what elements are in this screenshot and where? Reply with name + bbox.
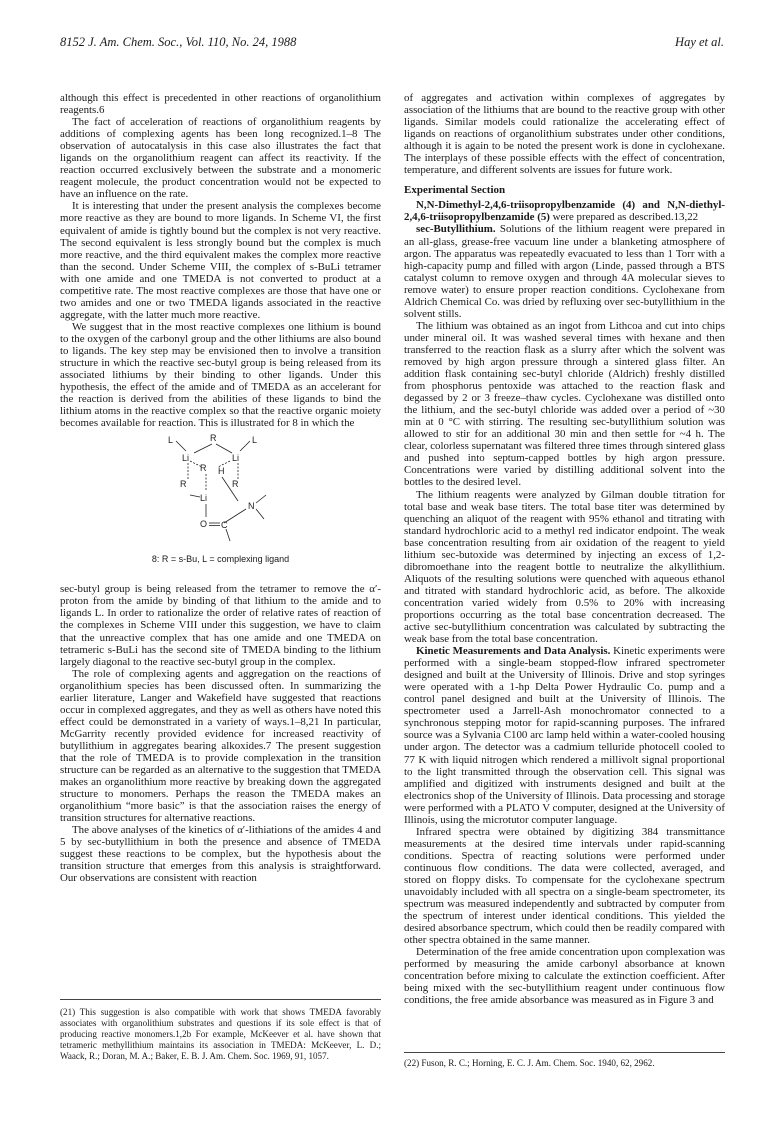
paragraph-text: Solutions of the lithium reagent were prepared in an all-glass, grease-free vacuum line under a blanketing atmosphere of argon. The apparatus was repeatedly evacuated to less than 1 Torr with a high-capacity pump and filled with argon (Linde, passed through a BTS catalyst column to remove oxygen and through 4A molecular sieves to remove water) to ensure proper reaction conditions. Cyclohexane from Aldrich Chemical Co. was dried by refluxing over sec-butyllithium in the solvent stills. xyxy=(404,223,725,320)
structure-figure-8 xyxy=(60,431,381,579)
paragraph: The role of complexing agents and aggregation on the reactions of organolithium species has been discussed often. In summarizing the earlier literature, Langer and Wakefield have suggested that reactions occur in complexed aggregates, and they as well as others have noted this effect could be demonstrated in a variety of ways.1–8,21 In particular, McGarrity recently provided evidence for increased reactivity of butyllithium in aggregates bearing alkoxides.7 The present suggestion that the role of TMEDA is to provide complexation in the transition structure can be regarded as an alternative to the suggestion that TMEDA makes an organolithium more reactive by breaking down the aggregated structure to monomers. Perhaps the reason the TMEDA makes an organolithium “more basic” is that the association raises the energy of transition structures for alternative reactions. xyxy=(60,667,381,825)
run-in-heading: Kinetic Measurements and Data Analysis. xyxy=(416,645,611,658)
run-in-heading: N,N-Dimethyl-2,4,6-triisopropylbenzamide (4) and N,N-diethyl-2,4,6-triisopropylbenzamide (5) xyxy=(404,199,725,224)
label-Li-left: Li xyxy=(182,453,190,464)
label-R-right: R xyxy=(232,479,239,490)
paragraph: although this effect is precedented in other reactions of organolithium reagents.6 xyxy=(60,92,381,117)
label-C: C xyxy=(221,520,228,531)
footnote-22: (22) Fuson, R. C.; Horning, E. C. J. Am. Chem. Soc. 1940, 62, 2962. xyxy=(404,1058,655,1068)
paragraph: The lithium was obtained as an ingot from Lithcoa and cut into chips under mineral oil. It was washed several times with hexane and then transferred to the reaction flask as a slurry after which the solvent was removed by high argon pressure through a sintered glass filter. An addition flask containing sec-butyl chloride (Aldrich) freshly distilled from phosphorus pentoxide was attached to the reaction flask and degassed by 2 or 3 freeze–thaw cycles. Cyclohexane was distilled onto the lithium, and the sec-butyl chloride was added over a period of ~30 min at 0 °C with stirring. The resulting sec-butyllithium solution was allowed to stir for an additional 30 min and then settle for ~4 h. The clear, colorless supernatant was filtered three times through sintered glass and pushed into septum-capped bottles by high argon pressure. Concentrations were varied by distilling additional solvent into the bottles to the desired level. xyxy=(404,319,725,489)
label-O: O xyxy=(200,519,208,530)
paragraph xyxy=(404,199,725,223)
footnote-21: (21) This suggestion is also compatible with work that shows TMEDA favorably associates with organolithium substrates and questions if its sole effect is that of producing reactive monomers.1,2b For example, McKeever et al. have shown that tetrameric methyllithium maintains its association in TMEDA: McKeever, L. D.; Waack, R.; Doran, M. A.; Baker, E. B. J. Am. Chem. Soc. 1969, 91, 1057. xyxy=(60,1007,381,1061)
right-column xyxy=(404,92,725,1007)
paragraph: We suggest that in the most reactive complexes one lithium is bound to the oxygen of the carbonyl group and the other lithiums are also bound to ligands. The key step may be envisioned then to involve a transition structure in which the reactive sec-butyl group is being released from its associated lithiums by their binding to other ligands. Under this hypothesis, the effect of the amide and of TMEDA as an accelerant for the reaction is derived from the abilities of these ligands to bind the lithium atoms in the reactive complex so that the reactive organic moiety becomes available for reaction. This is illustrated for 8 in which the xyxy=(60,320,381,430)
paragraph: sec-butyl group is being released from the tetramer to remove the α′-proton from the amide by binding of that lithium to the amide and to ligands L. In order to rationalize the order of relative rates of reaction of the complexes in Scheme VIII under this suggestion, we have to claim that the unreactive complex that has one amide and one TMEDA on tetrameric s-BuLi has the second site of TMEDA binding to the lithium largely diagonal to the reactive sec-butyl group in the complex. xyxy=(60,583,381,668)
journal-citation: 8152 J. Am. Chem. Soc., Vol. 110, No. 24, 1988 xyxy=(60,35,297,49)
footnote-divider xyxy=(404,1052,725,1053)
label-Li-bottom: Li xyxy=(200,493,208,504)
paragraph: It is interesting that under the present analysis the complexes become more reactive as they are bound to more ligands. In Scheme VI, the first equivalent of amide is tightly bound but the complex is not very reactive. The second equivalent is less strongly bound but the complex is much more reactive, and the third equivalent makes the complex more reactive than the second. Under Scheme VIII, the complex of s-BuLi tetramer with one amide and one TMEDA is not converted to product at a competitive rate. The most reactive complexes are those that have one or two amides and one or two TMEDA ligands associated in the reactive aggregate, with the latter much more reactive. xyxy=(60,200,381,321)
paragraph xyxy=(404,645,725,826)
section-heading: Experimental Section xyxy=(404,184,506,197)
label-N: N xyxy=(248,501,255,512)
label-Li-right: Li xyxy=(232,453,240,464)
figure-caption: 8: R = s-Bu, L = complexing ligand xyxy=(151,554,290,565)
paragraph: The lithium reagents were analyzed by Gilman double titration for total base and weak base titers. The total base titer was determined by quenching an aliquot of the reagent with 95% ethanol and titrating with standard hydrochloric acid to a methyl red indicator endpoint. The weak base concentration resulting from air oxidation of the reagent to yield lithium sec-butoxide was determined by injecting an excess of 1,2-dibromoethane into the reagent bottle to neutralize the alkyllithium. Aliquots of the resulting solutions were quenched with aqueous ethanol and titrated with standard hydrochloric acid, as before. The alkoxide concentration varied widely from 0.5% to 20% with increasing proportions occurring as the total base concentration decreased. The active sec-butyllithium concentration was calculated by subtracting the weak base from the total base concentration. xyxy=(404,488,725,646)
author-header: Hay et al. xyxy=(675,35,724,49)
paragraph: The fact of acceleration of reactions of organolithium reagents by additions of complexing agents has been long recognized.1–8 The observation of autocatalysis in this case also illustrates the fact that ligands on the organolithium reagent can affect its reactivity. If the reaction occurred exclusively between the substrate and a monomeric reagent molecule, the product concentration would not be expected to have an influence on the rate. xyxy=(60,116,381,201)
run-in-heading: sec-Butyllithium. xyxy=(416,223,496,236)
footnote-divider xyxy=(60,999,381,1000)
label-H: H xyxy=(218,466,225,477)
label-L-top-right: L xyxy=(252,435,258,446)
label-R-left: R xyxy=(180,479,187,490)
label-L-top-left: L xyxy=(168,435,174,446)
paragraph: Determination of the free amide concentration upon complexation was performed by measuring the amide carbonyl absorbance at known concentration before mixing to calculate the extinction coefficient. After being mixed with the sec-butyllithium reagent under continuous flow conditions, the free amide absorbance was measured as in Figure 3 and xyxy=(404,946,725,1007)
paragraph: The above analyses of the kinetics of α′-lithiations of the amides 4 and 5 by sec-butyllithium in both the presence and absence of TMEDA suggest these reactions to be complex, but the hypothesis about the transition structure that emerges from this analysis is straightforward. Our observations are consistent with reaction xyxy=(60,824,381,885)
left-column xyxy=(60,92,381,884)
paragraph xyxy=(404,223,725,319)
paragraph: Infrared spectra were obtained by digitizing 384 transmittance measurements at the desired time intervals under rapid-scanning conditions. Spectra of reacting solutions were performed under continuous flow conditions. The data were collected, averaged, and stored on floppy disks. To compensate for the cyclohexane spectrum unavoidably included with all spectra on a single-beam spectrometer, its spectrum was measured independently and subtracted by computer from the spectrum of interest under identical conditions. This yielded the desired absorbance spectrum, which could then be readily compared with other spectra obtained in the same manner. xyxy=(404,825,725,947)
label-R-top: R xyxy=(210,433,217,444)
paragraph-text: Kinetic experiments were performed with a single-beam stopped-flow infrared spectrometer designed and built at the University of Illinois. Drive and stop syringes were operated with a 1-hp Delta Power Hydraulic Co. pump and a control panel designed and built at the University of Illinois. The spectrometer used a Jarrell-Ash monochromator connected to a synchronous stepping motor for rapid-scanning purposes. The infrared source was a Sylvania C100 arc lamp held within a water-cooled housing under argon. The detector was a cadmium telluride photocell cooled to 77 K with liquid nitrogen which rendered a millivolt signal proportional to the light transmitted through the observation cell. This signal was amplified and digitized with instruments designed and built at the electronics shop of the University of Illinois. Data processing and storage were performed with a PLATO V computer, designed at the University of Illinois, using the microtutor computer language. xyxy=(404,645,725,826)
paragraph-text: were prepared as described.13,22 xyxy=(549,211,699,224)
label-R-center: R xyxy=(200,463,207,474)
running-header xyxy=(60,35,724,51)
tetramer-structure-diagram xyxy=(160,431,290,551)
paragraph: of aggregates and activation within complexes of aggregates by association of the lithiums that are bound to the reactive group with other ligands. Similar models could rationalize the accelerating effect of ligands on reactions of organolithium substrates under other conditions, although it is again to be noted the present work is done in cyclohexane. The interplays of these possible effects with the effect of concentration, temperature, and different solvents are issues for future work. xyxy=(404,92,725,177)
